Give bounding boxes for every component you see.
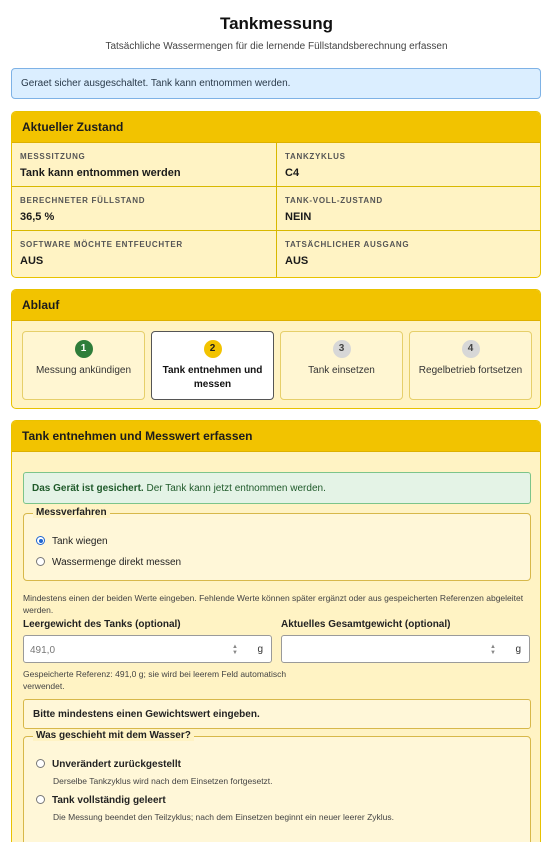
step-insert-tank[interactable] (280, 331, 403, 400)
method-option-label: Wassermenge direkt messen (52, 557, 182, 568)
state-label: MESSSITZUNG (20, 152, 86, 161)
state-cell-session (12, 143, 277, 187)
water-option-title: Tank vollständig geleert (52, 795, 166, 806)
state-cell-level (12, 187, 277, 231)
empty-weight-label: Leergewicht des Tanks (optional) (23, 619, 181, 630)
state-value: 36,5 % (20, 211, 55, 223)
step-remove-and-measure[interactable] (151, 331, 274, 400)
step-number: 3 (333, 340, 351, 358)
state-value: C4 (285, 167, 300, 179)
current-state-panel (11, 111, 541, 278)
page-title: Tankmessung (219, 14, 334, 33)
water-option-title: Unverändert zurückgestellt (52, 759, 181, 770)
state-label: TANK-VOLL-ZUSTAND (285, 196, 383, 205)
step-label: Tank entnehmen und messen (162, 365, 263, 390)
flow-header: Ablauf (12, 290, 540, 321)
step-number: 4 (462, 340, 480, 358)
water-fieldset (23, 730, 531, 842)
empty-weight-note: Gespeicherte Referenz: 491,0 g; sie wird bei leerem Feld automatisch verwendet. (23, 669, 287, 691)
step-number: 1 (75, 340, 93, 358)
method-option-label: Tank wiegen (52, 536, 108, 547)
success-message (23, 472, 531, 504)
state-cell-output (277, 231, 541, 278)
step-announce[interactable] (22, 331, 145, 400)
method-fieldset (23, 507, 531, 581)
page-subtitle: Tatsächliche Wassermengen für die lernende Füllstandsberechnung erfassen (105, 41, 448, 52)
state-value: AUS (285, 255, 309, 267)
input-hint: Mindestens einen der beiden Werte eingeben. Fehlende Werte können später ergänzt oder aus gespeicherten Referenzen abgeleitet werden. (23, 593, 524, 615)
success-message-text: Der Tank kann jetzt entnommen werden. (143, 483, 326, 494)
state-label: SOFTWARE MÖCHTE ENTFEUCHTER (20, 240, 183, 249)
state-value: NEIN (285, 211, 312, 223)
state-label: TANKZYKLUS (285, 152, 346, 161)
step-label: Tank einsetzen (308, 365, 375, 376)
total-weight-label: Aktuelles Gesamtgewicht (optional) (281, 619, 451, 630)
total-weight-input[interactable] (288, 642, 478, 658)
state-cell-software (12, 231, 277, 278)
radio-selected-icon[interactable] (36, 536, 45, 545)
radio-icon[interactable] (36, 795, 45, 804)
step-number: 2 (204, 340, 222, 358)
method-legend: Messverfahren (33, 507, 110, 518)
measure-panel (11, 420, 541, 842)
step-label: Regelbetrieb fortsetzen (418, 365, 523, 376)
state-value: Tank kann entnommen werden (20, 167, 181, 179)
empty-weight-field[interactable] (23, 635, 272, 663)
water-legend: Was geschieht mit dem Wasser? (33, 730, 194, 741)
method-option-weigh[interactable] (36, 536, 108, 547)
radio-icon[interactable] (36, 557, 45, 566)
state-label: BERECHNETER FÜLLSTAND (20, 196, 146, 205)
current-state-header: Aktueller Zustand (12, 112, 540, 143)
info-banner: Geraet sicher ausgeschaltet. Tank kann entnommen werden. (11, 68, 541, 99)
state-label: TATSÄCHLICHER AUSGANG (285, 240, 410, 249)
total-weight-unit: g (515, 644, 521, 655)
radio-icon[interactable] (36, 759, 45, 768)
water-option-emptied[interactable] (36, 795, 394, 822)
step-label: Messung ankündigen (35, 365, 132, 376)
state-value: AUS (20, 255, 44, 267)
spinner-icon[interactable]: ▲ ▼ (232, 644, 238, 656)
measure-header: Tank entnehmen und Messwert erfassen (12, 421, 540, 452)
total-weight-field[interactable] (281, 635, 530, 663)
state-cell-tank-full (277, 187, 541, 231)
state-cell-cycle (277, 143, 541, 187)
step-resume-regular[interactable] (409, 331, 532, 400)
weight-warning: Bitte mindestens einen Gewichtswert eingeben. (23, 699, 531, 729)
water-option-desc: Die Messung beendet den Teilzyklus; nach dem Einsetzen beginnt ein neuer leerer Zyklus. (53, 812, 394, 822)
water-option-desc: Derselbe Tankzyklus wird nach dem Einsetzen fortgesetzt. (53, 776, 273, 786)
empty-weight-input[interactable] (30, 642, 220, 658)
water-option-returned[interactable] (36, 759, 273, 786)
success-message-bold: Das Gerät ist gesichert. (32, 483, 144, 494)
method-option-direct[interactable] (36, 557, 181, 568)
spinner-icon[interactable]: ▲ ▼ (490, 644, 496, 656)
empty-weight-unit: g (257, 644, 263, 655)
flow-panel (11, 289, 541, 409)
